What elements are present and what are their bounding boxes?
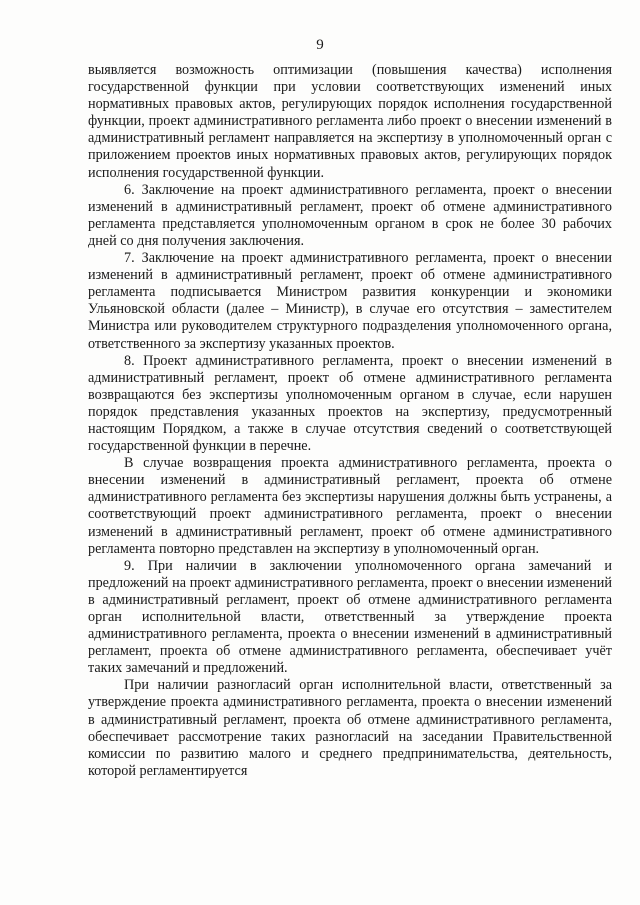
document-body [88, 62, 612, 780]
paragraph-item-6: 6. Заключение на проект административного регламента, проект о внесении изменений в административный регламент, проект об отмене административного регламента представляется уполномоченным органом в срок не более 30 рабочих дней со дня получения заключения. [88, 181, 612, 249]
paragraph-item-7: 7. Заключение на проект административного регламента, проект о внесении изменений в административный регламент, проект об отмене административного регламента подписывается Министром развития конкуренции и экономики Ульяновской области (далее – Министр), в случае его отсутствия – заместителем Министра или руководителем структурного подразделения уполномоченного органа, ответственного за экспертизу указанных проектов. [88, 250, 612, 352]
paragraph-return-case: В случае возвращения проекта административного регламента, проекта о внесении изменений в административный регламент, проекта об отмене административного регламента без экспертизы нарушения должны быть устранены, а соответствующий проект административного регламента, проект о внесении изменений в административный регламент, проект об отмене административного регламента повторно представлен на экспертизу в уполномоченный орган. [88, 455, 612, 557]
page-number: 9 [316, 37, 324, 53]
paragraph-item-8: 8. Проект административного регламента, проект о внесении изменений в административный регламент, проект об отмене административного регламента возвращаются без экспертизы уполномоченным органом в случае, если нарушен порядок представления указанных проектов на экспертизу, предусмотренный настоящим Порядком, а также в случае отсутствия сведений о соответствующей государственной функции в перечне. [88, 352, 612, 455]
paragraph-disagreements: При наличии разногласий орган исполнительной власти, ответственный за утверждение проекта административного регламента, проекта о внесении изменений в административный регламент, проекта об отмене административного регламента, обеспечивает рассмотрение таких разногласий на заседании Правительственной комиссии по развитию малого и среднего предпринимательства, деятельность, которой регламентируется [88, 677, 612, 779]
paragraph-continuation: выявляется возможность оптимизации (повышения качества) исполнения государственной функции при условии соответствующих изменений иных нормативных правовых актов, регулирующих порядок исполнения государственной функции, проект административного регламента либо проект о внесении изменений в административный регламент направляется на экспертизу в уполномоченный орган с приложением проектов иных нормативных правовых актов, регулирующих порядок исполнения государственной функции. [88, 62, 612, 181]
paragraph-item-9: 9. При наличии в заключении уполномоченного органа замечаний и предложений на проект административного регламента, проект о внесении изменений в административный регламент, проект об отмене административного регламента орган исполнительной власти, ответственный за утверждение проекта административного регламента, проекта о внесении изменений в административный регламент, проекта об отмене административного регламента, обеспечивает учёт таких замечаний и предложений. [88, 557, 612, 677]
